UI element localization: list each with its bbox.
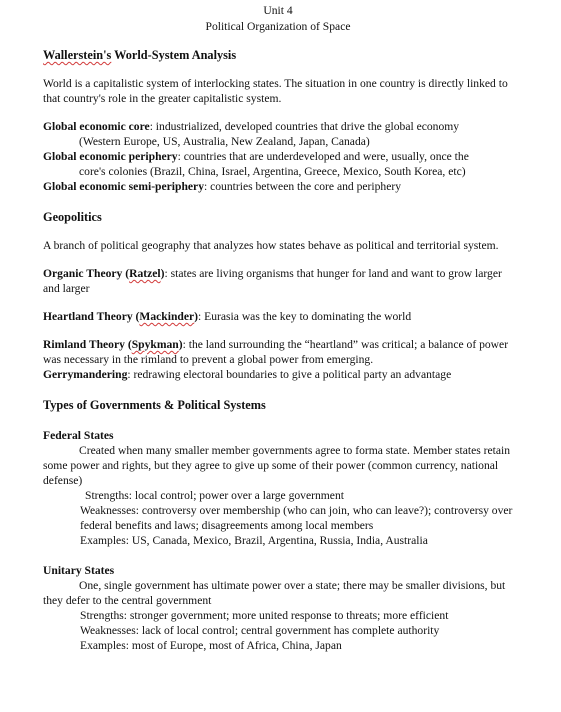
gerrymandering-def: : redrawing electoral boundaries to give a political party an advantage <box>127 368 452 381</box>
rimland-close: ) <box>178 338 183 351</box>
heartland-term <box>43 310 198 323</box>
periphery-def: : countries that are underdeveloped and were, usually, once the <box>177 150 469 163</box>
heartland-name: Mackinder <box>139 310 195 323</box>
gerrymandering <box>43 367 513 382</box>
core-term: Global economic core <box>43 120 150 133</box>
unit-label: Unit 4 <box>263 4 293 17</box>
federal-examples: Examples: US, Canada, Mexico, Brazil, Argentina, Russia, India, Australia <box>80 534 428 547</box>
semi-term: Global economic semi-periphery <box>43 180 204 193</box>
federal-strengths: Strengths: local control; power over a large government <box>85 489 344 502</box>
organic-name: Ratzel <box>129 267 161 280</box>
document-page <box>43 3 513 653</box>
core-examples: (Western Europe, US, Australia, New Zealand, Japan, Canada) <box>79 135 370 148</box>
rimland-term <box>43 338 183 351</box>
organic-def: : states are living organisms that hunger for land and want to grow larger and larger <box>43 267 502 295</box>
rimland-theory <box>43 337 513 367</box>
core-definition <box>43 119 513 134</box>
federal-description: Created when many smaller member governments agree to forma state. Member states retain some power and rights, but they agree to give up some of their power (common currency, national defense) <box>43 444 511 487</box>
wallerstein-heading <box>43 48 513 63</box>
geopolitics-intro: A branch of political geography that analyzes how states behave as political and territorial system. <box>43 239 499 252</box>
unitary-examples: Examples: most of Europe, most of Africa, China, Japan <box>80 639 342 652</box>
governments-heading: Types of Governments & Political Systems <box>43 398 266 412</box>
geopolitics-heading: Geopolitics <box>43 210 102 224</box>
federal-title: Federal States <box>43 429 114 442</box>
wallerstein-name: Wallerstein's <box>43 48 112 62</box>
wallerstein-intro: World is a capitalistic system of interlocking states. The situation in one country is directly linked to that country's role in the greater capitalistic system. <box>43 77 508 105</box>
heartland-theory <box>43 309 513 324</box>
core-def: : industrialized, developed countries that drive the global economy <box>149 120 460 133</box>
periphery-continued: core's colonies (Brazil, China, Israel, Argentina, Greece, Mexico, South Korea, etc) <box>79 165 466 178</box>
wallerstein-heading-rest: World-System Analysis <box>111 48 237 62</box>
federal-weaknesses: Weaknesses: controversy over membership (who can join, who can leave?); controversy over federal benefits and laws; disagreements among local members <box>80 504 513 532</box>
heartland-def: : Eurasia was the key to dominating the world <box>198 310 412 323</box>
gerrymandering-term: Gerrymandering <box>43 368 128 381</box>
organic-theory <box>43 266 513 296</box>
rimland-def: : the land surrounding the “heartland” was critical; a balance of power was necessary in the rimland to prevent a global power from emerging. <box>43 338 509 366</box>
periphery-term: Global economic periphery <box>43 150 178 163</box>
organic-term <box>43 267 165 280</box>
page-title: Political Organization of Space <box>205 19 351 33</box>
heartland-term-label: Heartland Theory ( <box>43 310 140 323</box>
semi-def: : countries between the core and periphery <box>204 180 402 193</box>
periphery-definition <box>43 149 513 164</box>
semi-periphery-definition <box>43 179 513 194</box>
heartland-close: ) <box>194 310 199 323</box>
unitary-strengths: Strengths: stronger government; more united response to threats; more efficient <box>80 609 449 622</box>
unitary-weaknesses: Weaknesses: lack of local control; central government has complete authority <box>80 624 440 637</box>
organic-term-label: Organic Theory ( <box>43 267 130 280</box>
organic-close: ) <box>160 267 165 280</box>
unitary-description: One, single government has ultimate power over a state; there may be smaller divisions, but they defer to the central government <box>43 579 506 607</box>
rimland-name: Spykman <box>131 338 179 351</box>
rimland-term-label: Rimland Theory ( <box>43 338 132 351</box>
unitary-title: Unitary States <box>43 564 115 577</box>
